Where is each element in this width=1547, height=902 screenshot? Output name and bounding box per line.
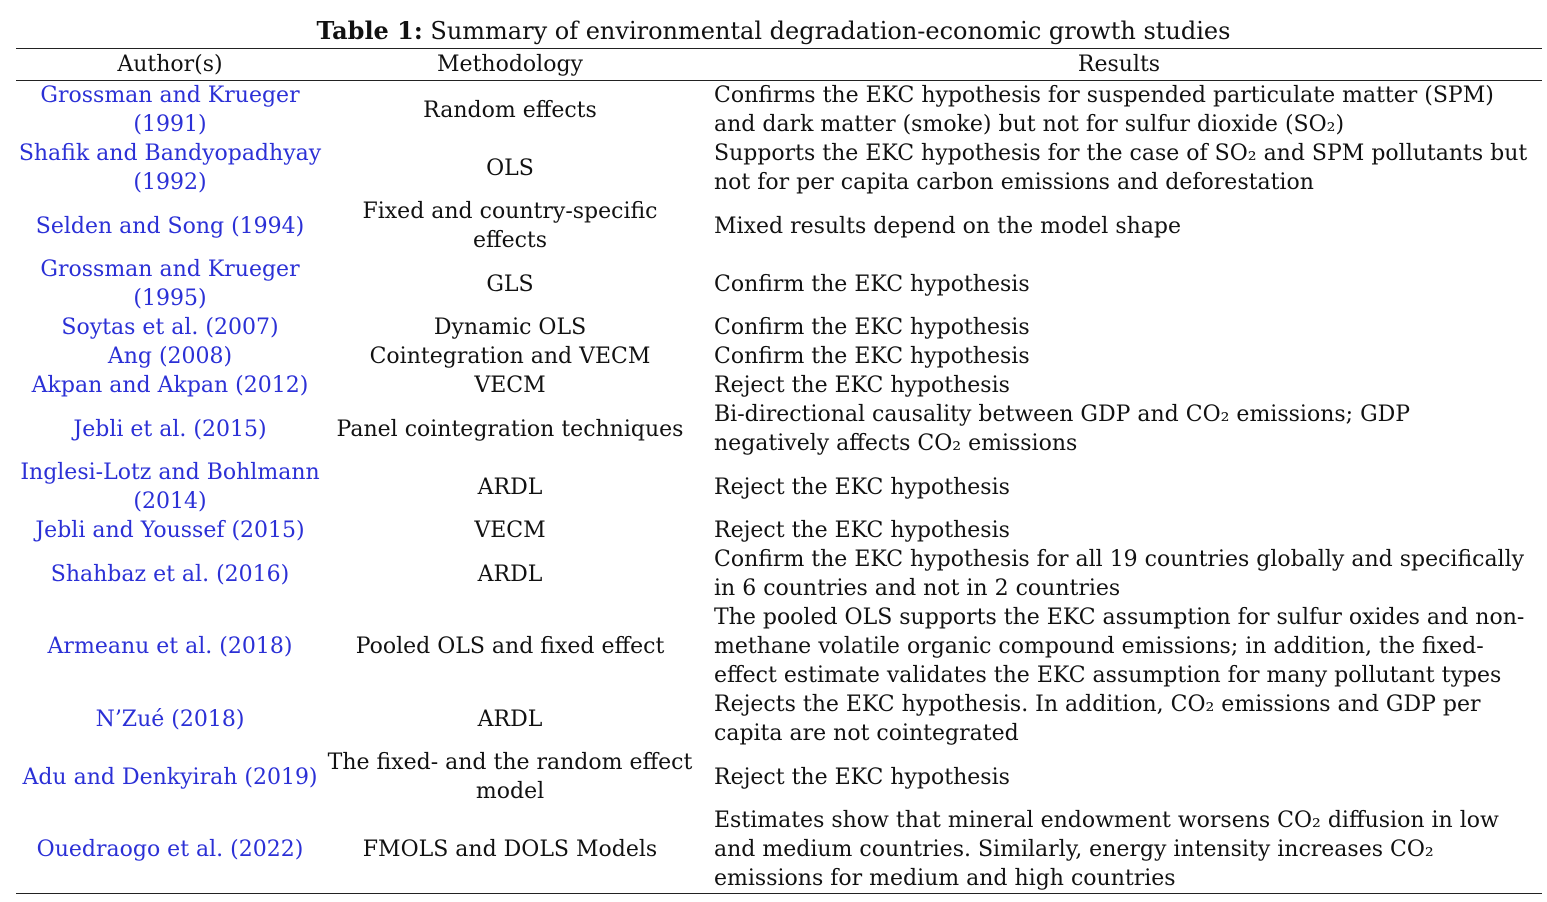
results-cell: Confirm the EKC hypothesis xyxy=(714,344,1030,369)
author-link[interactable]: Shahbaz et al. (2016) xyxy=(50,561,290,587)
table-row xyxy=(16,400,1542,458)
author-link[interactable]: Shafik and Bandyopadhyay (1992) xyxy=(18,141,322,195)
methodology-cell: FMOLS and DOLS Models xyxy=(324,806,696,894)
header-methodology: Methodology xyxy=(324,49,696,81)
table-row xyxy=(16,516,1542,545)
author-link[interactable]: Jebli and Youssef (2015) xyxy=(35,518,305,543)
methodology-cell: Pooled OLS and fixed effect xyxy=(355,634,665,659)
methodology-cell: Random effects xyxy=(423,97,597,123)
author-link[interactable]: Akpan and Akpan (2012) xyxy=(31,373,309,398)
results-cell: Confirm the EKC hypothesis xyxy=(714,271,1030,297)
table-row xyxy=(16,545,1542,603)
header-row xyxy=(16,49,1542,81)
results-cell: Bi-directional causality between GDP and CO₂ emissions; GDP negatively affects CO₂ emissions xyxy=(714,402,1411,456)
author-link[interactable]: Grossman and Krueger (1991) xyxy=(40,83,300,137)
author-link[interactable]: Selden and Song (1994) xyxy=(35,213,305,239)
header-author: Author(s) xyxy=(16,49,324,81)
author-link[interactable]: Jebli et al. (2015) xyxy=(73,416,267,442)
table-row xyxy=(16,342,1542,371)
results-cell: Reject the EKC hypothesis xyxy=(714,373,1010,398)
methodology-cell: Dynamic OLS xyxy=(433,315,587,340)
results-cell: Mixed results depend on the model shape xyxy=(714,213,1182,239)
table-row xyxy=(16,197,1542,255)
author-link[interactable]: Adu and Denkyirah (2019) xyxy=(22,764,318,790)
studies-table xyxy=(16,48,1542,894)
author-link[interactable]: N’Zué (2018) xyxy=(95,706,245,732)
author-link[interactable]: Inglesi-Lotz and Bohlmann (2014) xyxy=(20,460,320,514)
methodology-cell: ARDL xyxy=(477,561,543,587)
table-row xyxy=(16,458,1542,516)
results-cell: Confirms the EKC hypothesis for suspended particulate matter (SPM) and dark matter (smoke) but not for sulfur dioxide (SO₂) xyxy=(714,83,1494,137)
methodology-cell: ARDL xyxy=(477,474,543,500)
results-cell: Confirm the EKC hypothesis xyxy=(714,315,1030,340)
table-row xyxy=(16,81,1542,140)
table-row xyxy=(16,371,1542,400)
table-row xyxy=(16,255,1542,313)
table-row xyxy=(16,139,1542,197)
table-row xyxy=(16,690,1542,748)
methodology-cell: VECM xyxy=(474,373,546,398)
table-row xyxy=(16,313,1542,342)
author-link[interactable]: Ang (2008) xyxy=(107,344,233,369)
methodology-cell: OLS xyxy=(486,155,534,181)
results-cell: Supports the EKC hypothesis for the case of SO₂ and SPM pollutants but not for per capita carbon emissions and deforestation xyxy=(714,141,1528,195)
results-cell: Reject the EKC hypothesis xyxy=(714,518,1010,543)
results-cell: Estimates show that mineral endowment worsens CO₂ diffusion in low and medium countries. Similarly, energy intensity increases CO₂ emissions for medium and high countries xyxy=(696,806,1542,894)
author-link[interactable]: Soytas et al. (2007) xyxy=(61,315,279,340)
results-cell: Reject the EKC hypothesis xyxy=(714,474,1010,500)
methodology-cell: Cointegration and VECM xyxy=(369,344,651,369)
methodology-cell: VECM xyxy=(474,518,546,543)
author-link[interactable]: Ouedraogo et al. (2022) xyxy=(16,806,324,894)
table-row xyxy=(16,603,1542,690)
author-link[interactable]: Armeanu et al. (2018) xyxy=(47,634,293,659)
caption-text: Summary of environmental degradation-economic growth studies xyxy=(422,17,1231,45)
results-cell: Rejects the EKC hypothesis. In addition, CO₂ emissions and GDP per capita are not cointegrated xyxy=(714,692,1481,746)
results-cell: Reject the EKC hypothesis xyxy=(714,764,1010,790)
methodology-cell: Panel cointegration techniques xyxy=(336,416,684,442)
methodology-cell: ARDL xyxy=(477,706,543,732)
methodology-cell: GLS xyxy=(486,271,534,297)
results-cell: The pooled OLS supports the EKC assumption for sulfur oxides and non-methane volatile organic compound emissions; in addition, the fixed-effect estimate validates the EKC assumption for many pollutant types xyxy=(714,605,1525,688)
caption-label: Table 1: xyxy=(316,16,423,45)
methodology-cell: The fixed- and the random effect model xyxy=(327,750,693,804)
table-caption xyxy=(0,14,1547,48)
methodology-cell: Fixed and country-specific effects xyxy=(362,199,658,253)
results-cell: Confirm the EKC hypothesis for all 19 countries globally and specifically in 6 countries and not in 2 countries xyxy=(714,547,1525,601)
author-link[interactable]: Grossman and Krueger (1995) xyxy=(40,257,300,311)
table-row xyxy=(16,748,1542,806)
header-results: Results xyxy=(696,49,1542,81)
table-row xyxy=(16,806,1542,894)
